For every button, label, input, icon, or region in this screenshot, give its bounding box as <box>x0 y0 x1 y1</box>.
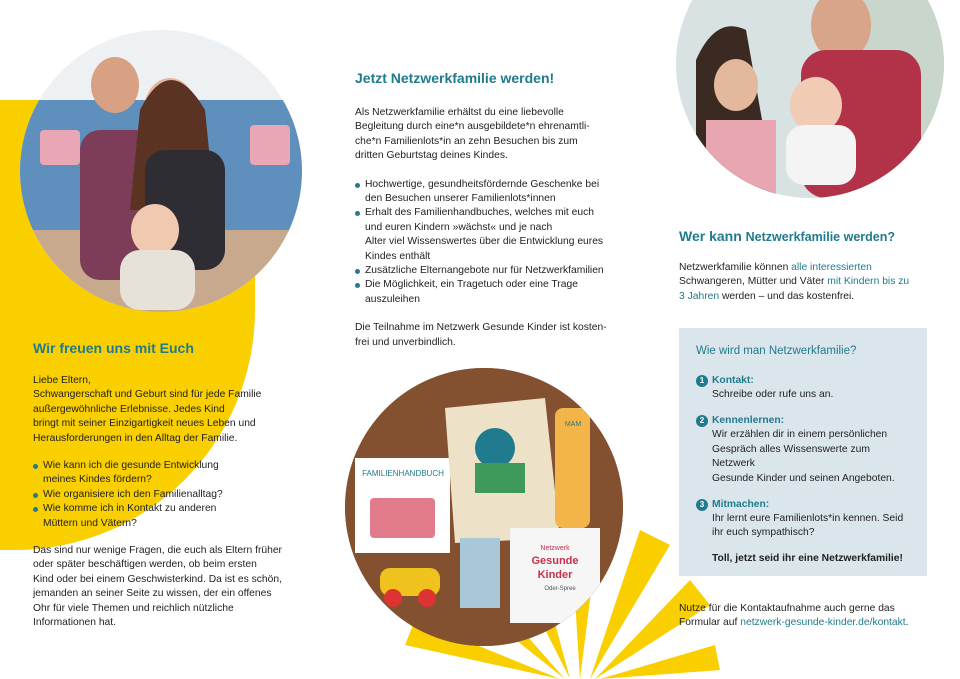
cloth-text-3: Kinder <box>537 569 573 581</box>
gifts-photo <box>345 368 623 646</box>
left-intro-line: bringt mit seiner Einzigartigkeit neues Leben und <box>33 418 256 430</box>
bottle-brand-text: MAM <box>564 421 582 428</box>
who-text-part: Schwangeren, Mütter und Väter <box>679 276 828 288</box>
left-heading: Wir freuen uns mit Euch <box>33 340 194 356</box>
left-column <box>33 340 288 631</box>
left-question-list <box>33 459 288 531</box>
list-item <box>33 502 288 531</box>
middle-intro-line: Als Netzwerkfamilie erhältst du eine liebevolle <box>355 107 564 118</box>
how-to-join-title: Wie wird man Netzwerkfamilie? <box>696 345 857 357</box>
who-line <box>679 261 929 275</box>
step-number-badge: 3 <box>696 499 708 511</box>
right-column <box>679 228 929 304</box>
step-body <box>696 388 910 402</box>
cloth-text-1: Netzwerk <box>540 545 570 552</box>
step-heading <box>696 414 910 428</box>
list-item-line: Erhalt des Familienhandbuches, welches mit euch <box>365 207 594 219</box>
list-item-line: meines Kindes fördern? <box>43 474 152 486</box>
step-title: Mitmachen: <box>712 499 770 511</box>
step-line: Wir erzählen dir in einem persönlichen <box>712 429 888 441</box>
step-body <box>696 428 910 486</box>
left-outro-line: Informationen hat. <box>33 617 116 629</box>
list-item-line: Wie kann ich die gesunde Entwicklung <box>43 460 219 472</box>
list-item-line: Müttern und Vätern? <box>43 517 137 529</box>
right-heading-part: Netzwerkfamilie werden? <box>745 230 896 244</box>
who-text-highlight: 3 Jahren <box>679 290 720 302</box>
who-text <box>679 261 929 304</box>
list-item-line: Wie komme ich in Kontakt zu anderen <box>43 503 217 515</box>
contact-link[interactable]: netzwerk-gesunde-kinder.de/kontakt <box>740 617 906 629</box>
step-meet <box>696 414 910 486</box>
family-photo-parents-baby <box>676 0 944 198</box>
middle-outro-line: Die Teilnahme im Netzwerk Gesunde Kinder ist kosten- <box>355 322 607 334</box>
list-item-line: Wie organisiere ich den Familienalltag? <box>43 488 223 500</box>
left-outro-line: oder später beschäftigen werden, ob beim ersten <box>33 559 257 571</box>
list-item-line: Alter viel Wissenswertes über die Entwicklung eures <box>365 236 604 248</box>
contact-note <box>679 602 929 631</box>
list-item <box>33 459 288 488</box>
contact-line <box>679 616 929 630</box>
middle-intro <box>355 106 623 164</box>
middle-intro-line: Begleitung durch eine*n ausgebildete*n ehrenamtli- <box>355 121 590 133</box>
left-outro-line: jemanden an seiner Seite zu wissen, der ein offenes <box>33 588 272 600</box>
list-item-line: Hochwertige, gesundheitsfördernde Geschenke bei <box>365 178 600 190</box>
how-to-join-box <box>679 328 927 576</box>
left-intro-line: Liebe Eltern, <box>33 375 91 386</box>
list-item <box>355 206 623 264</box>
left-outro <box>33 544 288 630</box>
cloth-text-2: Gesunde <box>531 555 579 567</box>
middle-outro <box>355 321 623 350</box>
middle-intro-line: dritten Geburtstag deines Kindes. <box>355 150 508 162</box>
step-line: ihr euch sympathisch? <box>712 527 815 539</box>
step-heading <box>696 374 910 388</box>
list-item <box>355 178 623 207</box>
left-intro <box>33 374 288 446</box>
list-item <box>33 488 288 502</box>
who-text-highlight: alle interessierten <box>791 262 872 273</box>
contact-text: Formular auf <box>679 617 741 629</box>
step-line: Gespräch alles Wissenswerte zum Netzwerk <box>712 443 870 470</box>
list-item-line: Zusätzliche Elternangebote nur für Netzwerkfamilien <box>365 265 604 277</box>
left-intro-line: Schwangerschaft und Geburt sind für jede Familie <box>33 389 262 401</box>
step-number-badge: 2 <box>696 415 708 427</box>
cloth-text-4: Oder-Spree <box>544 586 576 592</box>
who-text-highlight: mit Kindern bis zu <box>827 276 910 288</box>
book-title-text: FAMILIENHANDBUCH <box>362 469 444 478</box>
middle-outro-line: frei und unverbindlich. <box>355 336 456 348</box>
contact-line: Nutze für die Kontaktaufnahme auch gerne das <box>679 603 895 614</box>
step-contact <box>696 374 910 402</box>
step-body <box>696 512 910 541</box>
middle-intro-line: che*n Familienlots*in an zehn Besuchen bis zum <box>355 135 578 147</box>
middle-benefit-list <box>355 178 623 308</box>
who-text-part: werden – und das kostenfrei. <box>719 290 855 302</box>
left-outro-line: Ohr für viele Themen und reichlich nützliche <box>33 602 234 614</box>
list-item-line: auszuleihen <box>365 293 420 305</box>
who-text-part: Netzwerkfamilie können <box>679 262 792 273</box>
right-heading-part: Wer kann <box>679 228 746 244</box>
who-line <box>679 290 929 304</box>
who-line <box>679 275 929 289</box>
step-line: Schreibe oder rufe uns an. <box>712 389 834 400</box>
final-message: Toll, jetzt seid ihr eine Netzwerkfamilie! <box>712 552 903 564</box>
list-item-line: Die Möglichkeit, ein Tragetuch oder eine Trage <box>365 279 578 291</box>
list-item <box>355 264 623 278</box>
left-outro-line: Kind oder bei einem Geschwisterkind. Da ist es schön, <box>33 573 282 585</box>
step-line: Ihr lernt eure Familienlots*in kennen. Seid <box>712 513 904 525</box>
left-intro-line: Herausforderungen in den Alltag der Familie. <box>33 432 238 444</box>
family-photo-sofa <box>20 30 302 312</box>
left-intro-line: außergewöhnliche Erlebnisse. Jedes Kind <box>33 403 225 415</box>
list-item-line: und euren Kindern »wächst« und je nach <box>365 221 553 233</box>
step-title: Kennenlernen: <box>712 415 785 427</box>
middle-heading: Jetzt Netzwerkfamilie werden! <box>355 70 555 86</box>
step-participate <box>696 498 910 541</box>
contact-text: . <box>905 617 909 629</box>
step-line: Gesunde Kinder und seinen Angeboten. <box>712 472 895 484</box>
list-item-line: den Besuchen unserer Familienlots*innen <box>365 193 556 205</box>
list-item <box>355 278 623 307</box>
right-heading <box>679 228 929 244</box>
step-number-badge: 1 <box>696 375 708 387</box>
step-heading <box>696 498 910 512</box>
list-item-line: Kindes enthält <box>365 250 431 262</box>
left-outro-line: Das sind nur wenige Fragen, die euch als Eltern früher <box>33 545 282 557</box>
step-title: Kontakt: <box>712 375 754 386</box>
middle-column <box>355 70 623 350</box>
